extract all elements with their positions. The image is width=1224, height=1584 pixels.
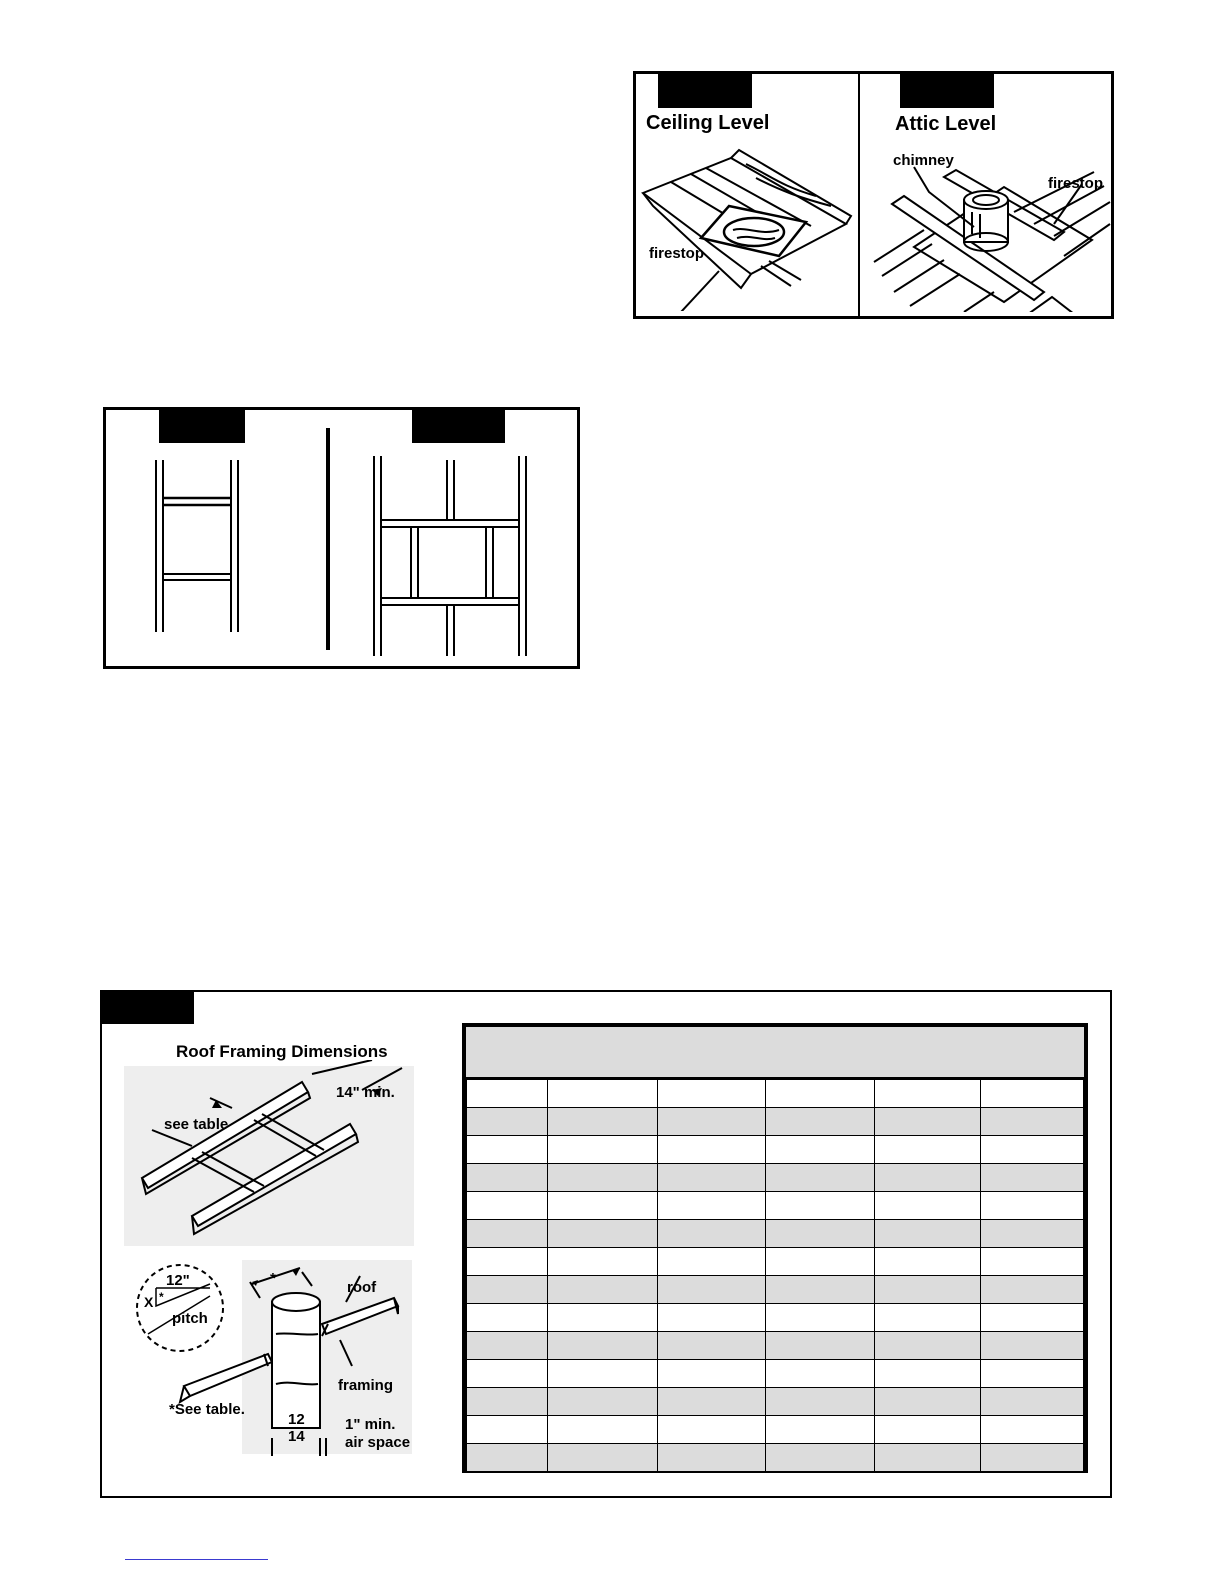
table-row — [467, 1248, 1084, 1276]
dim-star-label: * — [270, 1270, 276, 1287]
see-table-label: see table — [164, 1116, 229, 1133]
table-row — [467, 1192, 1084, 1220]
ceiling-level-title: Ceiling Level — [646, 112, 770, 134]
attic-level-title: Attic Level — [895, 113, 997, 135]
figure-divider — [858, 74, 860, 317]
ceiling-firestop-label: firestop — [649, 245, 705, 262]
figure-tab-roof — [102, 992, 194, 1024]
roof-framing-figure — [100, 990, 1112, 1498]
roof-label: roof — [347, 1279, 377, 1296]
table-row — [467, 1416, 1084, 1444]
table-row — [467, 1388, 1084, 1416]
air-space-label-line1: 1" min. — [345, 1416, 396, 1433]
framing-label: framing — [338, 1377, 394, 1394]
air-space-label-line2: air space — [345, 1434, 411, 1451]
table-row — [467, 1360, 1084, 1388]
table-row — [467, 1276, 1084, 1304]
table-row — [467, 1332, 1084, 1360]
table-title-bar — [466, 1027, 1084, 1079]
framing-figure — [103, 407, 580, 669]
dim-12-label: 12 — [288, 1411, 305, 1428]
table-row — [467, 1136, 1084, 1164]
roof-pitch-table — [462, 1023, 1088, 1473]
roof-framing-title: Roof Framing Dimensions — [176, 1042, 388, 1061]
ceiling-firestop-illustration — [641, 146, 853, 311]
footer-link-underline[interactable] — [125, 1559, 268, 1560]
pitch-x-label: X — [144, 1294, 154, 1310]
figure-tab-ceiling — [658, 74, 752, 108]
min-14-label: 14" min. — [336, 1084, 395, 1101]
figure-tab-attic — [900, 74, 994, 108]
attic-firestop-label: firestop — [1048, 175, 1104, 192]
pitch-twelve-label: 12" — [166, 1272, 190, 1289]
table-row — [467, 1108, 1084, 1136]
table-row — [467, 1304, 1084, 1332]
pitch-star-label: * — [159, 1290, 164, 1304]
firestop-figure — [633, 71, 1114, 319]
attic-chimney-label: chimney — [893, 152, 954, 169]
see-table-note: *See table. — [169, 1401, 245, 1418]
pitch-label: pitch — [172, 1310, 208, 1327]
table-row — [467, 1164, 1084, 1192]
table-row — [467, 1220, 1084, 1248]
table-header-row — [467, 1080, 1084, 1108]
dim-14-label: 14 — [288, 1428, 305, 1445]
table-grid — [466, 1079, 1084, 1472]
table-row — [467, 1444, 1084, 1472]
framing-drawings — [106, 410, 577, 666]
